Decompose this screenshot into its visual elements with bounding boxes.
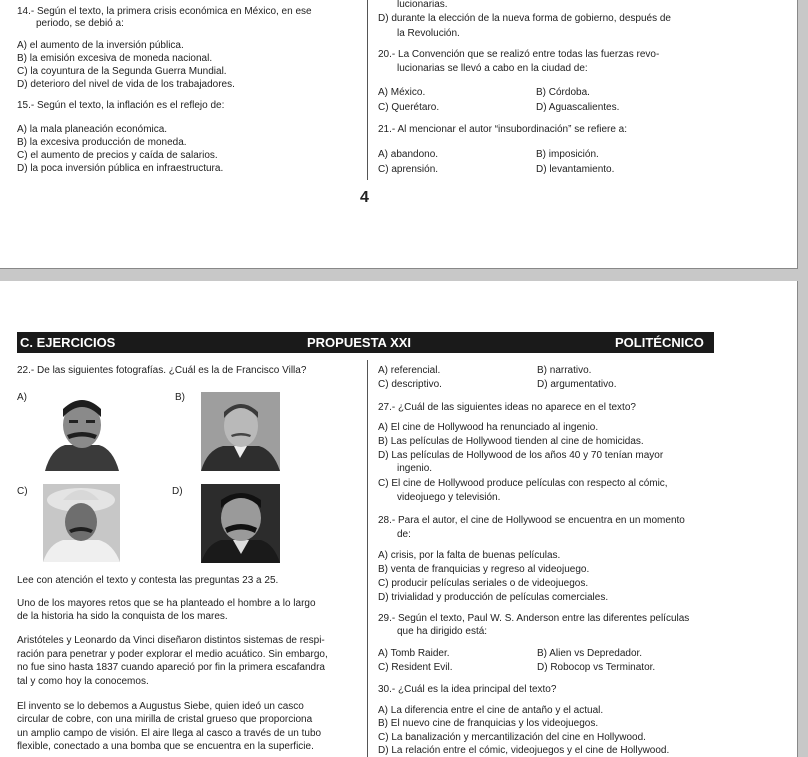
q21-option: D) levantamiento. [536, 164, 615, 175]
q15-option: B) la excesiva producción de moneda. [17, 137, 187, 148]
paragraph-line: un amplio campo de visión. El aire llega al casco a través de un tubo [17, 728, 322, 739]
page-number: 4 [360, 189, 369, 206]
paragraph-line: no fue sino hasta 1837 cuando apareció por fin la primera escafandra [17, 662, 325, 673]
q20-stem-cont: lucionarias se llevó a cabo en la ciudad de: [397, 63, 588, 74]
q29-option: D) Robocop vs Terminator. [537, 662, 656, 673]
q19-option-d-cont: la Revolución. [397, 28, 460, 39]
q21-stem: 21.- Al mencionar el autor “insubordinación” se refiere a: [378, 124, 628, 135]
photo-option-a [43, 393, 121, 471]
photo-label-b: B) [175, 392, 185, 403]
paragraph-line: tal y como hoy la conocemos. [17, 676, 149, 687]
reading-instructions: Lee con atención el texto y contesta las preguntas 23 a 25. [17, 575, 279, 586]
q28-option: B) venta de franquicias y regreso al videojuego. [378, 564, 590, 575]
photo-label-c: C) [17, 486, 28, 497]
q28-stem: 28.- Para el autor, el cine de Hollywood se encuentra en un momento [378, 515, 685, 526]
q28-option: C) producir películas seriales o de videojuegos. [378, 578, 589, 589]
q14-option: B) la emisión excesiva de moneda nacional. [17, 53, 213, 64]
q29-option: C) Resident Evil. [378, 662, 453, 673]
q28-option: A) crisis, por la falta de buenas películas. [378, 550, 561, 561]
q20-stem: 20.- La Convención que se realizó entre todas las fuerzas revo- [378, 49, 660, 60]
paragraph-line: circular de cobre, con una mirilla de cristal grueso que proporciona [17, 714, 313, 725]
q30-option: C) La banalización y mercantilización del cine en Hollywood. [378, 732, 646, 743]
q14-option: A) el aumento de la inversión pública. [17, 40, 184, 51]
q27-option: A) El cine de Hollywood ha renunciado al ingenio. [378, 422, 599, 433]
q15-option: C) el aumento de precios y caída de salarios. [17, 150, 218, 161]
header-center: PROPUESTA XXI [307, 335, 412, 350]
paragraph-line: Uno de los mayores retos que se ha planteado el hombre a lo largo [17, 598, 316, 609]
q30-option: A) La diferencia entre el cine de antaño y el actual. [378, 705, 604, 716]
paragraph-line: Aristóteles y Leonardo da Vinci diseñaron distintos sistemas de respi- [17, 635, 325, 646]
header-right: POLITÉCNICO [615, 335, 704, 350]
q26-option: B) narrativo. [537, 365, 592, 376]
q26-option: D) argumentativo. [537, 379, 617, 390]
q20-option: C) Querétaro. [378, 102, 440, 113]
q30-stem: 30.- ¿Cuál es la idea principal del texto? [378, 684, 557, 695]
q29-stem-cont: que ha dirigido está: [397, 626, 488, 637]
q29-option: A) Tomb Raider. [378, 648, 450, 659]
q21-option: C) aprensión. [378, 164, 439, 175]
q14-stem: 14.- Según el texto, la primera crisis económica en México, en ese [17, 6, 312, 17]
column-divider [367, 360, 368, 757]
q15-option: D) la poca inversión pública en infraestructura. [17, 163, 224, 174]
q29-option: B) Alien vs Depredador. [537, 648, 643, 659]
paragraph-line: flexible, conectado a una bomba que se encuentra en la superficie. [17, 741, 314, 752]
column-divider [367, 0, 368, 180]
photo-option-b [201, 392, 280, 471]
q30-option: D) La relación entre el cómic, videojuegos y el cine de Hollywood. [378, 745, 670, 756]
paragraph-line: de la historia ha sido la conquista de los mares. [17, 611, 228, 622]
q14-option: C) la coyuntura de la Segunda Guerra Mundial. [17, 66, 227, 77]
q21-option: B) imposición. [536, 149, 599, 160]
q21-option: A) abandono. [378, 149, 439, 160]
q27-option: C) El cine de Hollywood produce películas con respecto al cómic, [378, 478, 668, 489]
photo-option-d [201, 484, 280, 563]
paragraph-line: El invento se lo debemos a Augustus Siebe, quien ideó un casco [17, 701, 304, 712]
header-left: C. EJERCICIOS [20, 335, 116, 350]
paragraph-line: ración para penetrar y poder explorar el medio acuático. Sin embargo, [17, 649, 328, 660]
q15-option: A) la mala planeación económica. [17, 124, 168, 135]
q28-stem-cont: de: [397, 529, 411, 540]
q22-stem: 22.- De las siguientes fotografías. ¿Cuál es la de Francisco Villa? [17, 365, 307, 376]
q27-stem: 27.- ¿Cuál de las siguientes ideas no aparece en el texto? [378, 402, 636, 413]
section-header [17, 332, 714, 353]
q27-option: D) Las películas de Hollywood de los años 40 y 70 tenían mayor [378, 450, 664, 461]
q27-option: B) Las películas de Hollywood tienden al cine de homicidas. [378, 436, 644, 447]
photo-label-a: A) [17, 392, 27, 403]
q26-option: C) descriptivo. [378, 379, 442, 390]
q19-tail: lucionarias. [397, 0, 448, 10]
q30-option: B) El nuevo cine de franquicias y los videojuegos. [378, 718, 599, 729]
q20-option: D) Aguascalientes. [536, 102, 620, 113]
q19-option-d: D) durante la elección de la nueva forma de gobierno, después de [378, 13, 671, 24]
q14-stem-cont: periodo, se debió a: [36, 18, 124, 29]
page-top [0, 0, 798, 269]
q28-option: D) trivialidad y producción de películas comerciales. [378, 592, 609, 603]
photo-label-d: D) [172, 486, 183, 497]
q27-option-cont: ingenio. [397, 463, 433, 474]
q20-option: A) México. [378, 87, 426, 98]
photo-option-c [43, 484, 120, 562]
q26-option: A) referencial. [378, 365, 441, 376]
q27-option-cont: videojuego y televisión. [397, 492, 501, 503]
q20-option: B) Córdoba. [536, 87, 590, 98]
q14-option: D) deterioro del nivel de vida de los trabajadores. [17, 79, 235, 90]
q15-stem: 15.- Según el texto, la inflación es el reflejo de: [17, 100, 225, 111]
q29-stem: 29.- Según el texto, Paul W. S. Anderson entre las diferentes películas [378, 613, 690, 624]
